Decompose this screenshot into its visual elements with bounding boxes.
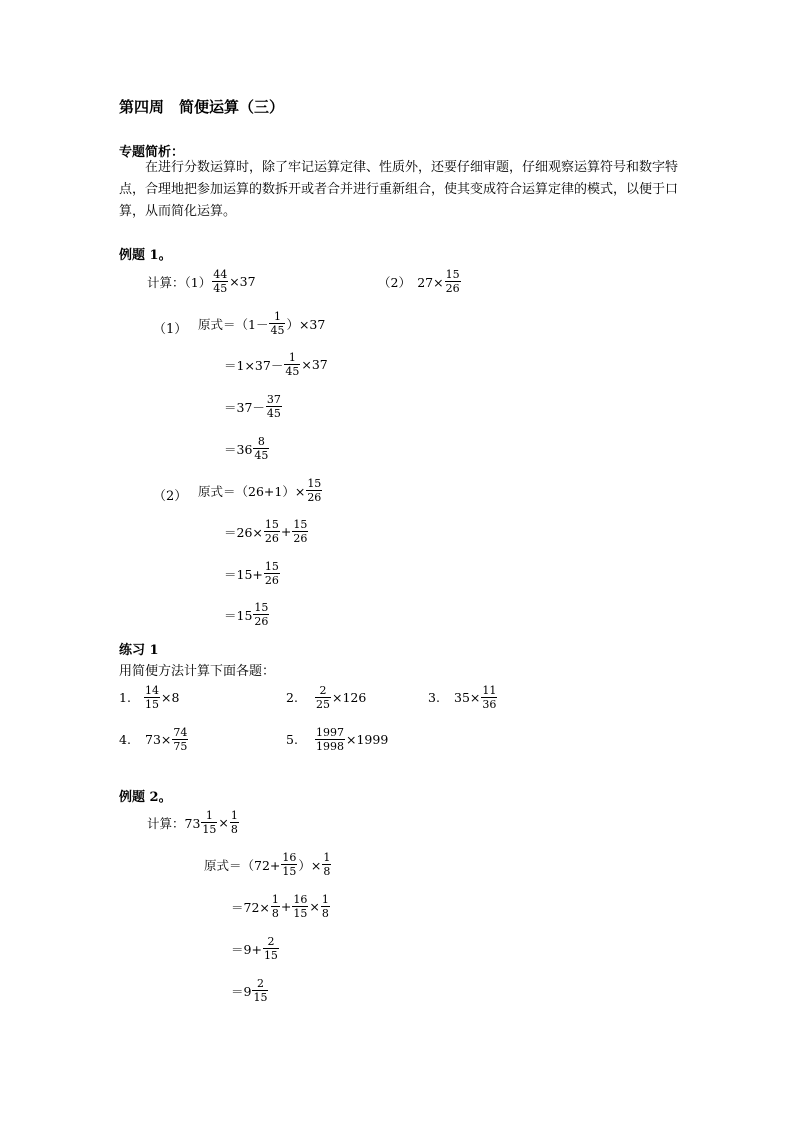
- fraction: $\frac{15}{26}$: [445, 268, 460, 295]
- solution1-step3: ＝37－ $\frac{37}{45}$: [224, 393, 281, 420]
- intro-paragraph: [119, 157, 679, 223]
- fraction: $\frac{1}{8}$: [321, 893, 329, 920]
- solution1-label: （1）: [153, 322, 188, 337]
- fraction: $\frac{74}{75}$: [173, 726, 188, 753]
- fraction: $\frac{16}{15}$: [282, 851, 297, 878]
- fraction: $\frac{1}{15}$: [202, 809, 217, 836]
- example2-step1: 原式＝（72+ $\frac{16}{15}$ ）× $\frac{1}{8}$: [204, 851, 331, 878]
- practice-question-1: 1. $\frac{14}{15}$ ×8: [119, 684, 180, 711]
- solution1-step4: ＝36 $\frac{8}{45}$: [224, 435, 269, 462]
- fraction: $\frac{8}{45}$: [254, 435, 269, 462]
- fraction: $\frac{1}{8}$: [323, 851, 331, 878]
- page-title: 第四周 简便运算（三）: [119, 98, 285, 116]
- example2-title: 例题 2。: [119, 790, 172, 805]
- example1-problem2: （2） 27× $\frac{15}{26}$: [378, 268, 460, 295]
- example2-problem: 计算：73 $\frac{1}{15}$ × $\frac{1}{8}$: [147, 809, 238, 836]
- fraction: $\frac{2}{25}$: [316, 684, 330, 711]
- practice1-title: 练习 1: [119, 643, 159, 658]
- example1-title: 例题 1。: [119, 248, 172, 263]
- fraction: $\frac{15}{26}$: [264, 560, 279, 587]
- practice-question-2: 2. $\frac{2}{25}$ ×126: [286, 684, 367, 711]
- solution1-step2: ＝1×37－ $\frac{1}{45}$ ×37: [224, 351, 328, 378]
- fraction: $\frac{2}{15}$: [263, 935, 278, 962]
- example1-problem1: 计算：（1） $\frac{44}{45}$ ×37: [147, 268, 256, 295]
- practice-question-5: 5. $\frac{1997}{1998}$ ×1999: [286, 726, 389, 753]
- practice-question-3: 3. 35× $\frac{11}{36}$: [428, 684, 497, 711]
- fraction: $\frac{1997}{1998}$: [316, 726, 344, 753]
- solution1-step1: 原式＝（1－ $\frac{1}{45}$ ）×37: [198, 310, 326, 337]
- example2-step4: ＝9 $\frac{2}{15}$: [231, 977, 268, 1004]
- fraction: $\frac{14}{15}$: [145, 684, 159, 711]
- fraction: $\frac{15}{26}$: [254, 601, 269, 628]
- fraction: $\frac{16}{15}$: [293, 893, 308, 920]
- example2-step2: ＝72× $\frac{1}{8}$ + $\frac{16}{15}$ × $\frac{1}{8}$: [231, 893, 329, 920]
- practice1-instruction: 用简便方法计算下面各题：: [119, 664, 276, 679]
- solution2-step2: ＝26× $\frac{15}{26}$ + $\frac{15}{26}$: [224, 518, 308, 545]
- fraction: $\frac{15}{26}$: [264, 518, 279, 545]
- fraction: $\frac{37}{45}$: [266, 393, 281, 420]
- fraction: $\frac{15}{26}$: [307, 477, 322, 504]
- fraction: $\frac{11}{36}$: [482, 684, 497, 711]
- practice-question-4: 4. 73× $\frac{74}{75}$: [119, 726, 188, 753]
- solution2-step1: 原式＝（26+1）× $\frac{15}{26}$: [198, 477, 322, 504]
- solution2-step3: ＝15+ $\frac{15}{26}$: [224, 560, 279, 587]
- fraction: $\frac{1}{45}$: [285, 351, 300, 378]
- fraction: $\frac{1}{8}$: [230, 809, 238, 836]
- fraction: $\frac{1}{8}$: [271, 893, 279, 920]
- problem-prompt: 计算：（1）: [147, 274, 212, 290]
- fraction: $\frac{1}{45}$: [270, 310, 285, 337]
- fraction: $\frac{44}{45}$: [213, 268, 228, 295]
- intro-text: 在进行分数运算时，除了牢记运算定律、性质外，还要仔细审题，仔细观察运算符号和数字特点，合理地把参加运算的数拆开或者合并进行重新组合，使其变成符合运算定律的模式，以便于口算，从而简化运算。: [119, 160, 679, 219]
- fraction: $\frac{2}{15}$: [253, 977, 268, 1004]
- fraction: $\frac{15}{26}$: [293, 518, 308, 545]
- example2-step3: ＝9+ $\frac{2}{15}$: [231, 935, 278, 962]
- solution2-label: （2）: [153, 489, 188, 504]
- solution2-step4: ＝15 $\frac{15}{26}$: [224, 601, 269, 628]
- intro-label: 专题简析：: [119, 145, 185, 160]
